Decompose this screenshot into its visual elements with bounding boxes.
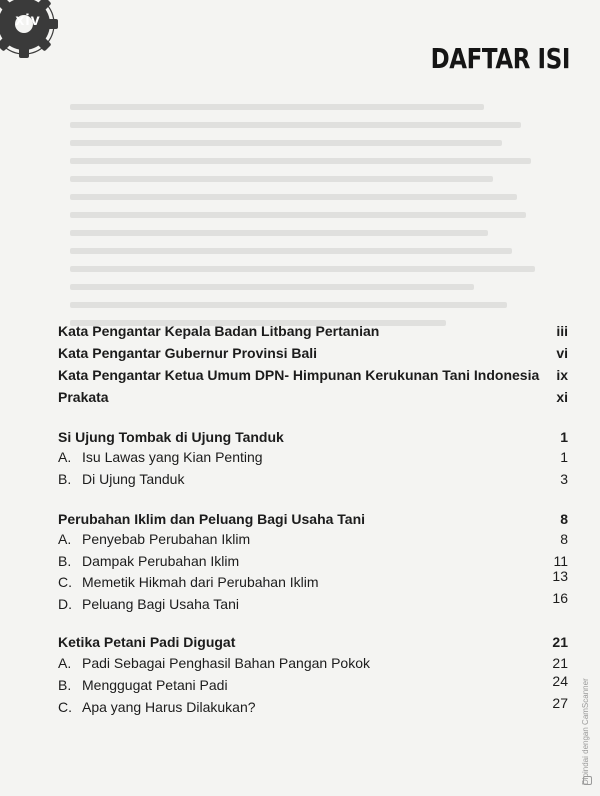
toc-page: 24 bbox=[552, 673, 568, 689]
section-letter: B. bbox=[58, 677, 72, 693]
section-letter: D. bbox=[58, 596, 72, 612]
section-title: Menggugat Petani Padi bbox=[82, 677, 228, 693]
chapter-title: Si Ujung Tombak di Ujung Tanduk bbox=[58, 429, 284, 445]
page-title: DAFTAR ISI bbox=[430, 42, 570, 75]
section-title: Peluang Bagi Usaha Tani bbox=[82, 596, 239, 612]
toc-page: 3 bbox=[560, 471, 568, 487]
section-letter: B. bbox=[58, 471, 72, 487]
section-title: Apa yang Harus Dilakukan? bbox=[82, 699, 256, 715]
toc-page: 11 bbox=[553, 553, 568, 569]
toc-page: 13 bbox=[552, 568, 568, 584]
toc-page: 21 bbox=[552, 634, 568, 650]
section-letter: C. bbox=[58, 699, 72, 715]
section-title: Padi Sebagai Penghasil Bahan Pangan Pokok bbox=[82, 655, 370, 671]
toc-page: 8 bbox=[560, 531, 568, 547]
toc-label: Kata Pengantar Kepala Badan Litbang Pertanian bbox=[58, 323, 380, 339]
toc-page: iii bbox=[556, 323, 568, 339]
section-letter: A. bbox=[58, 449, 72, 465]
gear-icon bbox=[0, 0, 72, 68]
section-letter: A. bbox=[58, 655, 72, 671]
section-letter: B. bbox=[58, 553, 72, 569]
camscanner-icon bbox=[583, 776, 592, 785]
toc-page: vi bbox=[556, 345, 568, 361]
scanner-note: Dipindai dengan CamScanner bbox=[581, 678, 590, 785]
toc-page: 27 bbox=[552, 695, 568, 711]
section-title: Memetik Hikmah dari Perubahan Iklim bbox=[82, 574, 319, 590]
toc-page: ix bbox=[556, 367, 568, 383]
section-letter: A. bbox=[58, 531, 72, 547]
toc-page: xi bbox=[556, 389, 568, 405]
toc-page: 1 bbox=[560, 429, 568, 445]
page-number: xiv bbox=[15, 12, 41, 29]
section-title: Dampak Perubahan Iklim bbox=[82, 553, 240, 569]
bleed-through-text bbox=[70, 92, 540, 338]
scanner-watermark bbox=[581, 665, 593, 785]
toc-page: 1 bbox=[560, 449, 568, 465]
toc-page: 8 bbox=[560, 511, 568, 527]
section-title: Di Ujung Tanduk bbox=[82, 471, 185, 487]
section-title: Isu Lawas yang Kian Penting bbox=[82, 449, 263, 465]
toc-label: Kata Pengantar Gubernur Provinsi Bali bbox=[58, 345, 318, 361]
chapter-title: Ketika Petani Padi Digugat bbox=[58, 634, 236, 650]
toc-label: Prakata bbox=[58, 389, 109, 405]
toc-page: 16 bbox=[552, 590, 568, 606]
toc-page: 21 bbox=[552, 655, 568, 671]
chapter-title: Perubahan Iklim dan Peluang Bagi Usaha Tani bbox=[58, 511, 366, 527]
toc-label: Kata Pengantar Ketua Umum DPN- Himpunan Kerukunan Tani Indonesia bbox=[58, 367, 540, 383]
section-letter: C. bbox=[58, 574, 72, 590]
section-title: Penyebab Perubahan Iklim bbox=[82, 531, 251, 547]
